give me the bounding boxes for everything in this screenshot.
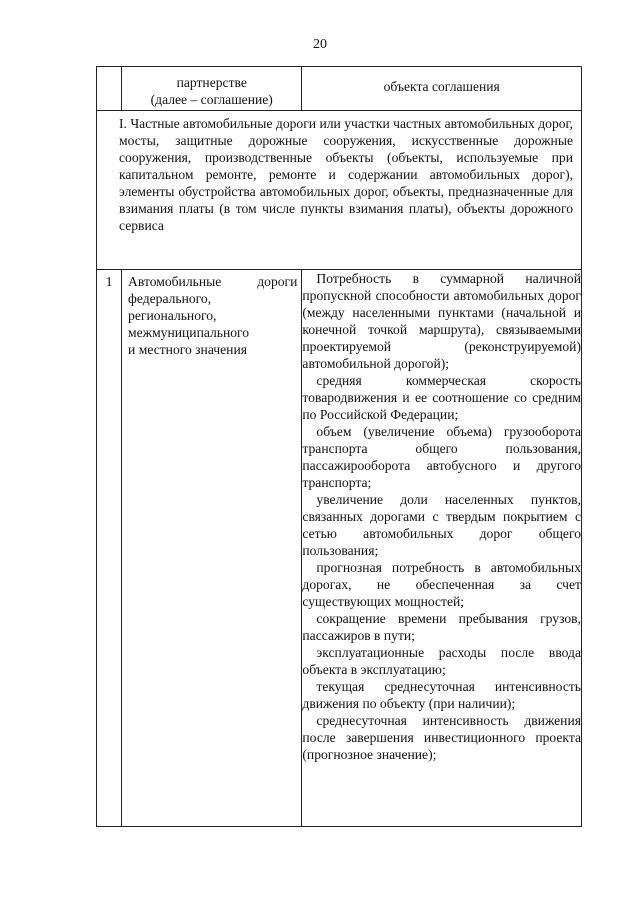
indicator-item: средняя коммерческая скорость товародвижения и ее соотношение со средним по Российской Федерации; bbox=[302, 373, 581, 422]
document-table bbox=[96, 66, 582, 827]
header-number-cell bbox=[97, 67, 122, 111]
row-name-line: и местного значения bbox=[128, 342, 247, 357]
indicator-item: эксплуатационные расходы после ввода объекта в эксплуатацию; bbox=[302, 645, 581, 677]
header-indicators-cell bbox=[302, 67, 582, 111]
row-name-line: межмуниципального bbox=[128, 325, 250, 340]
header-indicators-label: объекта соглашения bbox=[383, 79, 500, 94]
header-row bbox=[97, 67, 582, 111]
header-object-line: партнерстве bbox=[176, 75, 247, 90]
header-object-line: (далее – соглашение) bbox=[150, 92, 273, 107]
row-name-line: регионального, bbox=[128, 308, 217, 323]
row-number: 1 bbox=[105, 274, 113, 289]
indicator-item: текущая среднесуточная интенсивность движения по объекту (при наличии); bbox=[302, 679, 581, 711]
row-name-line: федерального, bbox=[128, 291, 212, 306]
indicator-item: Потребность в суммарной наличной пропускной способности автомобильных дорог (между населенными пунктами (начальной и конечной точкой маршрута), связываемыми проектируемой (реконструируемой) автомобильной дорогой); bbox=[302, 271, 581, 371]
row-name-line: Автомобильные дороги bbox=[128, 274, 298, 289]
row-indicators-cell bbox=[302, 270, 582, 827]
row-number-cell bbox=[97, 270, 122, 827]
section-row bbox=[97, 111, 582, 270]
indicator-item: среднесуточная интенсивность движения после завершения инвестиционного проекта (прогнозное значение); bbox=[302, 713, 581, 762]
indicator-item: объем (увеличение объема) грузооборота транспорта общего пользования, пассажирооборота автобусного и другого транспорта; bbox=[302, 424, 581, 490]
indicator-item: сокращение времени пребывания грузов, пассажиров в пути; bbox=[302, 611, 581, 643]
header-object-cell bbox=[122, 67, 302, 111]
row-name-cell bbox=[122, 270, 302, 827]
indicator-item: прогнозная потребность в автомобильных дорогах, не обеспеченная за счет существующих мощностей; bbox=[302, 560, 581, 609]
section-cell bbox=[97, 111, 582, 270]
page-number: 20 bbox=[313, 37, 327, 52]
indicator-item: увеличение доли населенных пунктов, связанных дорогами с твердым покрытием с сетью автомобильных дорог общего пользования; bbox=[302, 492, 581, 558]
table-row bbox=[97, 270, 582, 827]
section-heading: I. Частные автомобильные дороги или участки частных автомобильных дорог, мосты, защитные дорожные сооружения, искусственные дорожные сооружения, производственные объекты (объекты, используемые при капитальном ремонте, ремонте и содержании автомобильных дорог), элементы обустройства автомобильных дорог, объекты, предназначенные для взимания платы (в том числе пункты взимания платы), объекты дорожного сервиса bbox=[119, 116, 573, 233]
